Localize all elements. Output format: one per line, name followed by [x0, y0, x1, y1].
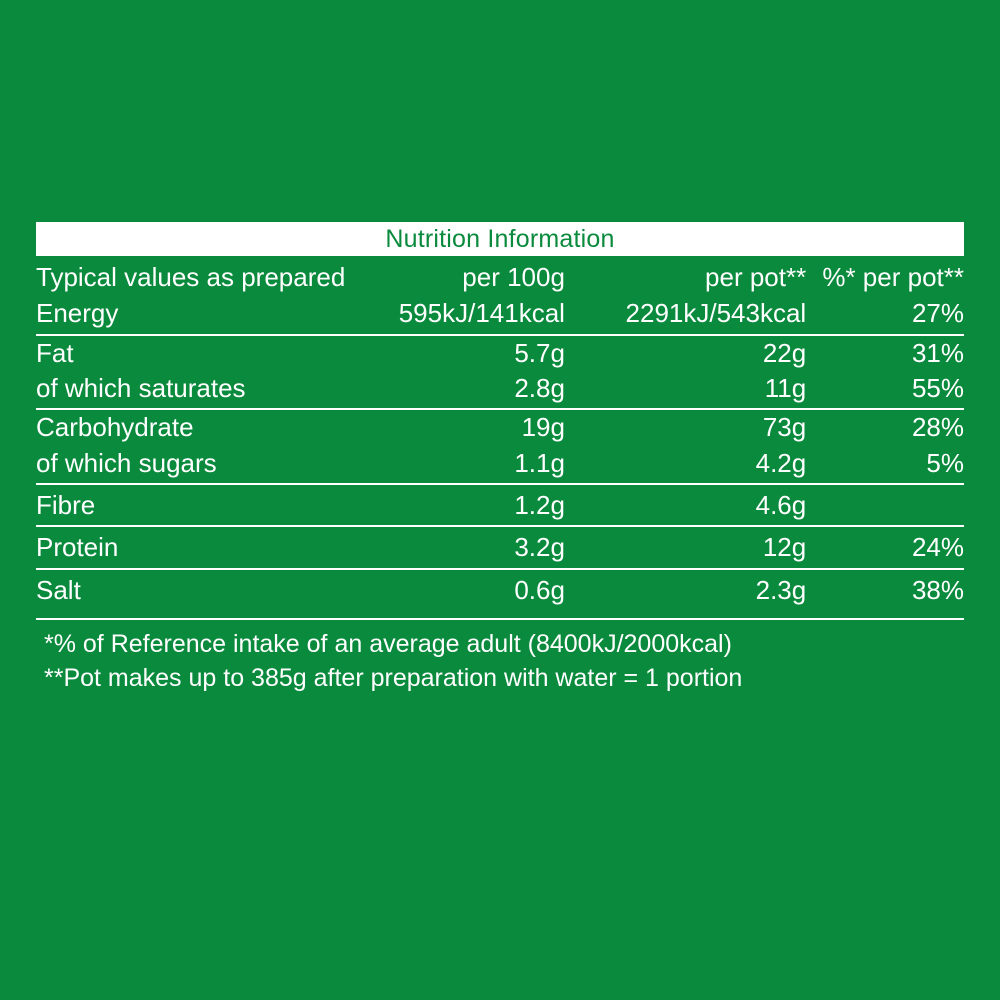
- row-label-protein: Protein: [36, 526, 379, 568]
- row-value-fat-per-100g: 5.7g: [379, 335, 565, 371]
- row-label-sugars: of which sugars: [36, 447, 217, 478]
- row-value-salt-per-pot: 2.3g: [565, 569, 806, 610]
- page-title: Nutrition Information: [385, 224, 615, 253]
- row-value-saturates-per-100g: 2.8g: [514, 372, 565, 403]
- nutrition-panel: [36, 222, 964, 696]
- row-value-energy-per-100g: 595kJ/141kcal: [398, 298, 565, 329]
- row-value-fibre-per-pot: 4.6g: [565, 484, 806, 526]
- footnote-reference-intake: *% of Reference intake of an average adult (8400kJ/2000kcal): [44, 629, 732, 658]
- row-label-fibre: Fibre: [36, 484, 379, 526]
- nutrition-table: [36, 256, 964, 610]
- row-value-fat-per-pot: 22g: [565, 335, 806, 371]
- row-label-salt: Salt: [36, 569, 379, 610]
- table-row: [36, 446, 964, 484]
- column-header-per-pot: per pot**: [705, 262, 807, 292]
- column-header-percent-per-pot: %* per pot**: [822, 262, 964, 292]
- row-value-fibre-pct: [806, 484, 964, 526]
- table-row: [36, 371, 964, 409]
- row-value-protein-per-100g: 3.2g: [379, 526, 565, 568]
- row-value-protein-per-pot: 12g: [565, 526, 806, 568]
- row-value-salt-pct: 38%: [806, 569, 964, 610]
- row-value-energy-per-pot: 2291kJ/543kcal: [625, 298, 807, 329]
- row-label-saturates: of which saturates: [36, 372, 246, 403]
- table-row: [36, 335, 964, 371]
- row-value-sugars-per-pot: 4.2g: [755, 447, 807, 478]
- table-row: [36, 484, 964, 526]
- row-label-energy: Energy: [36, 298, 119, 329]
- table-row: [36, 409, 964, 445]
- column-header-label: Typical values as prepared: [36, 262, 346, 292]
- table-row: [36, 526, 964, 568]
- row-label-carbohydrate: Carbohydrate: [36, 409, 379, 445]
- row-value-sugars-pct: 5%: [926, 447, 964, 478]
- row-value-protein-pct: 24%: [806, 526, 964, 568]
- table-row: [36, 296, 964, 334]
- row-value-saturates-pct: 55%: [911, 372, 964, 403]
- footnote-pot-preparation: **Pot makes up to 385g after preparation with water = 1 portion: [44, 664, 743, 693]
- row-value-fibre-per-100g: 1.2g: [379, 484, 565, 526]
- table-row: [36, 569, 964, 610]
- footnotes: [36, 618, 964, 696]
- row-label-fat: Fat: [36, 335, 379, 371]
- table-header-row: [36, 256, 964, 296]
- row-value-sugars-per-100g: 1.1g: [514, 447, 565, 478]
- row-value-carbohydrate-pct: 28%: [806, 409, 964, 445]
- row-value-fat-pct: 31%: [806, 335, 964, 371]
- row-value-saturates-per-pot: 11g: [764, 372, 807, 403]
- column-header-per-100g: per 100g: [462, 262, 565, 292]
- nutrition-title-bar: [36, 222, 964, 256]
- row-value-carbohydrate-per-100g: 19g: [379, 409, 565, 445]
- row-value-carbohydrate-per-pot: 73g: [565, 409, 806, 445]
- row-value-salt-per-100g: 0.6g: [379, 569, 565, 610]
- row-value-energy-pct: 27%: [911, 298, 964, 329]
